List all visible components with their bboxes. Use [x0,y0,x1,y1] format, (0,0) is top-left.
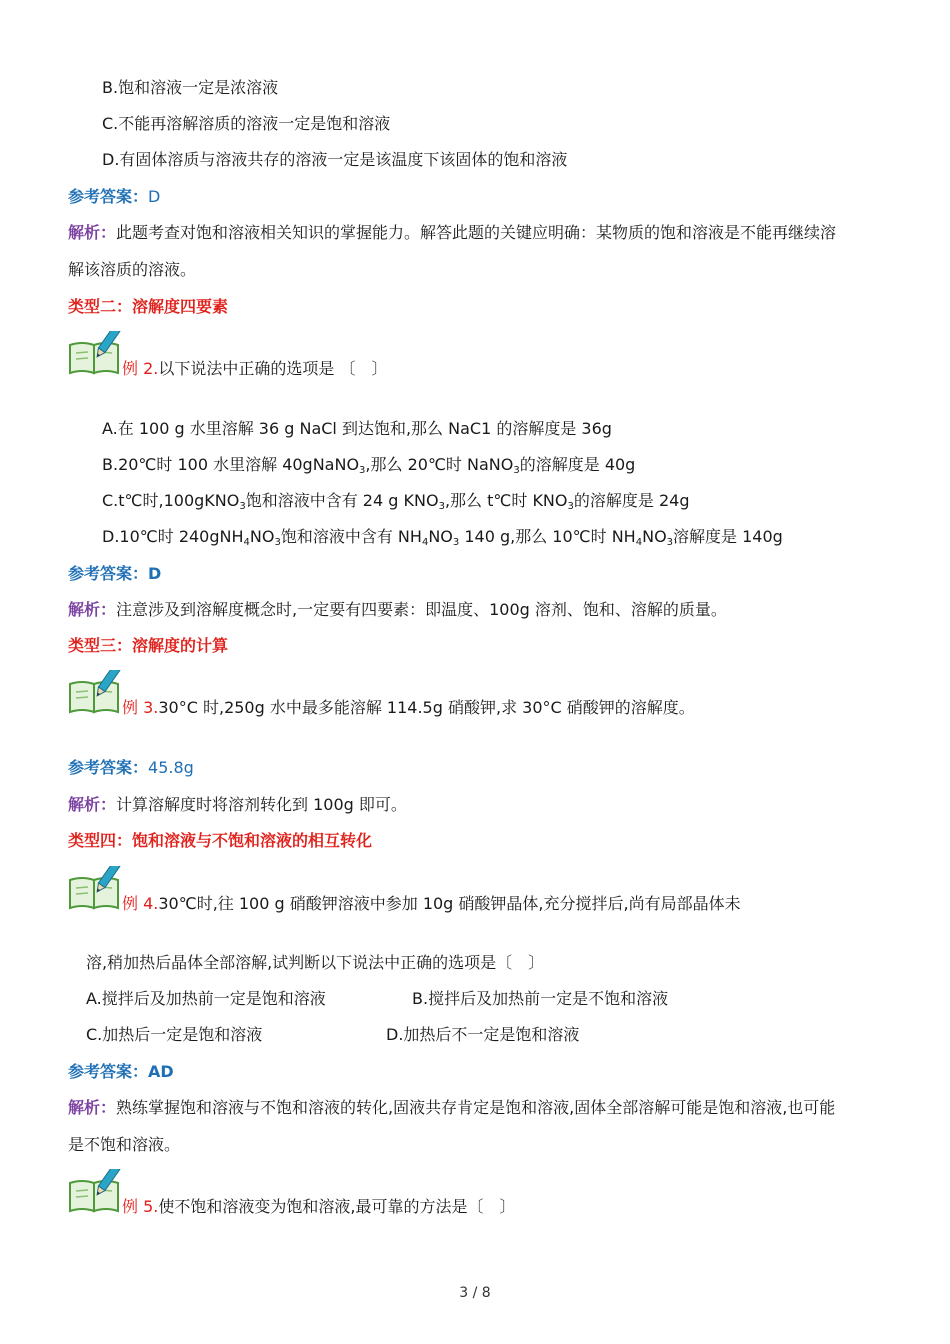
answer [68,186,160,208]
example-text: 以下说法中正确的选项是 〔 〕 [158,359,388,378]
text-part: 饱和溶液中含有 NH [280,527,422,546]
option-b [102,454,635,476]
option-b: B.搅拌后及加热前一定是不饱和溶液 [412,989,669,1008]
option-b: B.饱和溶液一定是浓溶液 [102,78,279,97]
analysis-text: 注意涉及到溶解度概念时,一定要有四要素：即温度、100g 溶剂、饱和、溶解的质量。 [116,600,727,619]
section-heading: 类型二：溶解度四要素 [68,297,229,316]
subscript: 3 [438,501,445,512]
example-number: 例 3. [122,698,159,717]
text-part: NO [642,527,667,546]
text-part: 140 g,那么 10℃时 NH [459,527,636,546]
subscript: 4 [421,537,429,548]
example-4-question-continued: 溶,稍加热后晶体全部溶解,试判断以下说法中正确的选项是〔 〕 [86,953,545,972]
text-part: 饱和溶液中含有 24 g KNO [245,491,439,510]
subscript: 3 [274,537,281,548]
book-pencil-icon [68,670,122,716]
text-part: NO [249,527,275,546]
text-part: 的溶解度是 24g [573,491,690,510]
subscript: 3 [452,537,460,548]
subscript: 3 [239,501,246,512]
subscript: 4 [635,537,643,548]
answer-value: 45.8g [148,758,194,777]
subscript: 3 [567,501,574,512]
example-text: 使不饱和溶液变为饱和溶液,最可靠的方法是〔 〕 [158,1197,516,1216]
text-part: 的溶解度是 40g [519,455,636,474]
analysis [68,794,407,816]
answer-value: D [148,187,161,206]
text-part: NO [428,527,453,546]
subscript: 3 [513,465,520,476]
analysis-text: 此题考查对饱和溶液相关知识的掌握能力。解答此题的关键应明确：某物质的饱和溶液是不能再继续溶 [116,223,837,242]
example-4-question [122,893,741,915]
option-c: C.加热后一定是饱和溶液 [86,1025,263,1044]
option-a: A.在 100 g 水里溶解 36 g NaCl 到达饱和,那么 NaC1 的溶解度是 36g [102,419,612,438]
book-pencil-icon [68,331,122,377]
analysis-label: 解析： [68,600,117,619]
subscript: 3 [359,465,366,476]
example-5-question [122,1196,515,1218]
option-d [102,526,783,548]
analysis [68,599,727,621]
text-part: B.20℃时 100 水里溶解 40gNaNO [102,455,360,474]
text-part: C.t℃时,100gKNO [102,491,240,510]
text-part: ,那么 20℃时 NaNO [365,455,514,474]
text-part: D.10℃时 240gNH [102,527,244,546]
section-heading: 类型三：溶解度的计算 [68,636,229,655]
option-c [102,490,689,512]
analysis-text: 计算溶解度时将溶剂转化到 100g 即可。 [116,795,407,814]
book-pencil-icon [68,1169,122,1215]
answer-label: 参考答案： [68,1062,149,1081]
example-number: 例 4. [122,894,159,913]
answer-label: 参考答案： [68,187,149,206]
option-d: D.有固体溶质与溶液共存的溶液一定是该温度下该固体的饱和溶液 [102,150,568,169]
analysis-label: 解析： [68,795,117,814]
answer-label: 参考答案： [68,758,149,777]
example-text: 30℃时,往 100 g 硝酸钾溶液中参加 10g 硝酸钾晶体,充分搅拌后,尚有局部晶体未 [158,894,741,913]
analysis-text: 熟练掌握饱和溶液与不饱和溶液的转化,固液共存肯定是饱和溶液,固体全部溶解可能是饱和溶液,也可能 [116,1098,836,1117]
example-number: 例 5. [122,1197,159,1216]
text-part: 溶解度是 140g [673,527,783,546]
answer-value: AD [148,1062,174,1081]
subscript: 3 [666,537,674,548]
answer-label: 参考答案： [68,564,149,583]
answer [68,757,194,779]
page-number: 3 / 8 [459,1285,491,1301]
option-a: A.搅拌后及加热前一定是饱和溶液 [86,989,326,1008]
text-part: ,那么 t℃时 KNO [444,491,568,510]
section-heading: 类型四：饱和溶液与不饱和溶液的相互转化 [68,831,373,850]
analysis [68,222,836,244]
analysis-continued: 解该溶质的溶液。 [68,260,197,279]
book-pencil-icon [68,866,122,912]
analysis-label: 解析： [68,1098,117,1117]
answer [68,563,161,585]
example-number: 例 2. [122,359,159,378]
example-text: 30°C 时,250g 水中最多能溶解 114.5g 硝酸钾,求 30°C 硝酸钾的溶解度。 [158,698,695,717]
option-d: D.加热后不一定是饱和溶液 [386,1025,580,1044]
answer [68,1061,174,1083]
answer-value: D [148,564,162,583]
subscript: 4 [243,537,250,548]
example-2-question [122,358,387,380]
example-3-question [122,697,695,719]
analysis-continued: 是不饱和溶液。 [68,1135,181,1154]
analysis-label: 解析： [68,223,117,242]
option-c: C.不能再溶解溶质的溶液一定是饱和溶液 [102,114,391,133]
analysis [68,1097,835,1119]
